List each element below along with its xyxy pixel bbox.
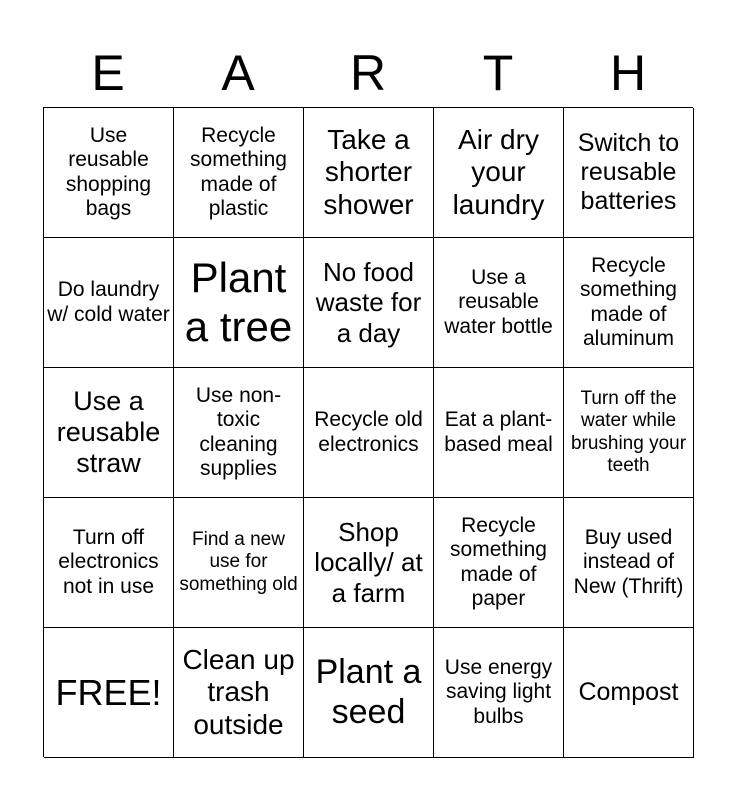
free-space-cell[interactable] (44, 628, 174, 758)
cell-text: Recycle something made of plastic (190, 123, 287, 220)
bingo-cell[interactable] (564, 368, 694, 498)
header-letter-h: H (609, 45, 647, 101)
cell-text: Use energy saving light bulbs (444, 655, 553, 728)
header-letter-a: A (221, 45, 255, 101)
bingo-cell[interactable] (304, 108, 434, 238)
bingo-cell[interactable] (304, 368, 434, 498)
bingo-cell[interactable] (564, 628, 694, 758)
cell-text: Recycle something made of aluminum (580, 253, 677, 350)
cell-text: Use a reusable water bottle (444, 265, 553, 338)
cell-text: Turn off the water while brushing your teeth (570, 388, 687, 476)
bingo-cell[interactable] (44, 368, 174, 498)
cell-text: Do laundry w/ cold water (47, 278, 170, 326)
bingo-cell[interactable] (304, 498, 434, 628)
cell-text: Compost (578, 678, 679, 706)
cell-text: No food waste for a day (315, 257, 422, 348)
bingo-cell[interactable] (44, 238, 174, 368)
cell-text: Use a reusable straw (56, 385, 161, 479)
cell-text: Take a shorter shower (323, 123, 414, 220)
bingo-board (43, 107, 693, 757)
cell-text: Eat a plant-based meal (444, 408, 553, 456)
header-letter-r: R (349, 45, 387, 101)
cell-text: Buy used instead of New (Thrift) (573, 525, 684, 598)
bingo-cell[interactable] (174, 238, 304, 368)
cell-text: FREE! (55, 671, 162, 713)
cell-text: Clean up trash outside (182, 643, 295, 740)
cell-text: Switch to reusable batteries (577, 129, 680, 215)
cell-text: Recycle something made of paper (450, 513, 547, 610)
bingo-cell[interactable] (434, 498, 564, 628)
bingo-header (43, 40, 693, 106)
bingo-cell[interactable] (434, 108, 564, 238)
bingo-cell[interactable] (304, 628, 434, 758)
header-letter-t: T (482, 45, 514, 101)
cell-text: Turn off electronics not in use (58, 525, 159, 598)
bingo-cell[interactable] (44, 108, 174, 238)
bingo-cell[interactable] (564, 108, 694, 238)
header-letter-e: E (91, 45, 125, 101)
bingo-cell[interactable] (174, 368, 304, 498)
bingo-cell[interactable] (174, 108, 304, 238)
cell-text: Air dry your laundry (452, 123, 545, 220)
bingo-cell[interactable] (564, 498, 694, 628)
cell-text: Shop locally/ at a farm (314, 517, 423, 608)
cell-text: Plant a seed (315, 653, 422, 731)
cell-text: Use reusable shopping bags (65, 123, 152, 220)
bingo-cell[interactable] (434, 368, 564, 498)
cell-text: Find a new use for something old (179, 529, 298, 595)
bingo-cell[interactable] (174, 498, 304, 628)
bingo-cell[interactable] (44, 498, 174, 628)
cell-text: Recycle old electronics (314, 408, 423, 456)
bingo-cell[interactable] (174, 628, 304, 758)
bingo-cell[interactable] (434, 238, 564, 368)
cell-text: Plant a tree (184, 253, 293, 350)
bingo-cell[interactable] (434, 628, 564, 758)
cell-text: Use non-toxic cleaning supplies (195, 383, 282, 480)
bingo-cell[interactable] (564, 238, 694, 368)
bingo-cell[interactable] (304, 238, 434, 368)
